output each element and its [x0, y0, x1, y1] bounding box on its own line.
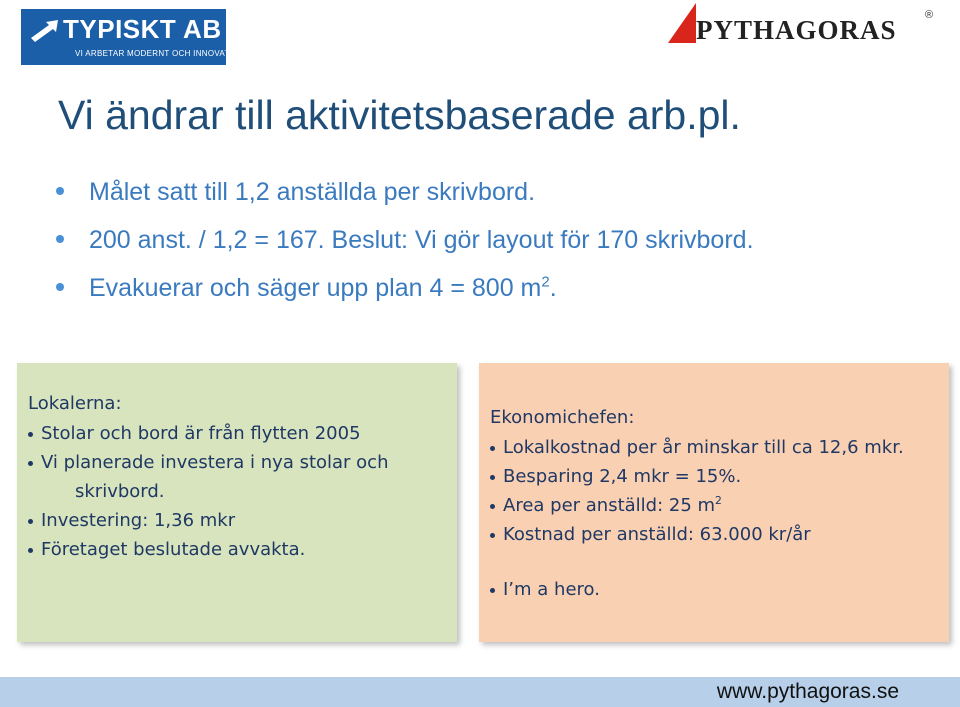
list-item-text: Vi planerade investera i nya stolar och — [41, 452, 389, 473]
superscript: 2 — [715, 494, 722, 507]
superscript: 2 — [541, 273, 550, 291]
hero-list — [490, 575, 600, 604]
list-item — [490, 491, 904, 520]
arrow-icon — [29, 18, 61, 42]
list-item-text: Besparing 2,4 mkr = 15%. — [503, 466, 742, 487]
typiskt-logo-name: TYPISKT AB — [63, 14, 222, 44]
bullet-text-end: . — [549, 274, 557, 302]
list-item — [490, 462, 904, 491]
bullet-dot-icon — [28, 548, 33, 553]
lokalerna-list — [28, 419, 388, 564]
ekonomichefen-box — [479, 363, 949, 642]
bullet-item — [56, 216, 754, 264]
typiskt-logo-tagline: VI ARBETAR MODERNT OCH INNOVATIVT — [75, 49, 243, 58]
bullet-item — [56, 168, 754, 216]
bullet-dot-icon — [490, 504, 495, 509]
pythagoras-logo — [666, 3, 941, 48]
list-item-text: Area per anställd: 25 m — [503, 495, 716, 516]
bullet-dot-icon — [490, 475, 495, 480]
bullet-text: Målet satt till 1,2 anställda per skrivbord. — [89, 178, 536, 206]
lokalerna-box — [17, 363, 457, 642]
ekonomichefen-list — [490, 433, 904, 549]
bullet-dot-icon — [490, 588, 495, 593]
bullet-dot-icon — [28, 519, 33, 524]
list-item-text: Företaget beslutade avvakta. — [41, 539, 306, 560]
list-item — [490, 433, 904, 462]
bullet-dot-icon — [28, 432, 33, 437]
footer-url[interactable]: www.pythagoras.se — [716, 680, 899, 703]
footer-bar — [0, 677, 960, 707]
list-item-continuation: skrivbord. — [75, 481, 165, 502]
box-heading: Ekonomichefen: — [490, 407, 635, 428]
pythagoras-logo-name: PYTHAGORAS — [696, 15, 897, 45]
main-bullet-list — [56, 168, 754, 312]
list-item — [28, 535, 388, 564]
list-item-text: I’m a hero. — [503, 579, 600, 600]
bullet-item — [56, 264, 754, 312]
list-item — [490, 520, 904, 549]
bullet-dot-icon — [28, 461, 33, 466]
bullet-dot-icon — [490, 533, 495, 538]
bullet-dot-icon — [56, 187, 64, 195]
registered-mark: ® — [925, 9, 934, 21]
slide-title: Vi ändrar till aktivitetsbaserade arb.pl. — [58, 92, 741, 138]
bullet-dot-icon — [490, 446, 495, 451]
list-item — [490, 575, 600, 604]
list-item — [28, 506, 388, 535]
box-heading: Lokalerna: — [28, 393, 122, 414]
bullet-dot-icon — [56, 283, 64, 291]
list-item-text: Stolar och bord är från flytten 2005 — [41, 423, 361, 444]
typiskt-ab-logo — [21, 9, 243, 65]
list-item-text: Lokalkostnad per år minskar till ca 12,6 mkr. — [503, 437, 904, 458]
bullet-dot-icon — [56, 235, 64, 243]
list-item-text: Kostnad per anställd: 63.000 kr/år — [503, 524, 811, 545]
bullet-text: Evakuerar och säger upp plan 4 = 800 m — [89, 274, 542, 302]
bullet-text: 200 anst. / 1,2 = 167. Beslut: Vi gör layout för 170 skrivbord. — [89, 226, 754, 254]
list-item — [28, 448, 388, 506]
list-item — [28, 419, 388, 448]
list-item-text: Investering: 1,36 mkr — [41, 510, 236, 531]
